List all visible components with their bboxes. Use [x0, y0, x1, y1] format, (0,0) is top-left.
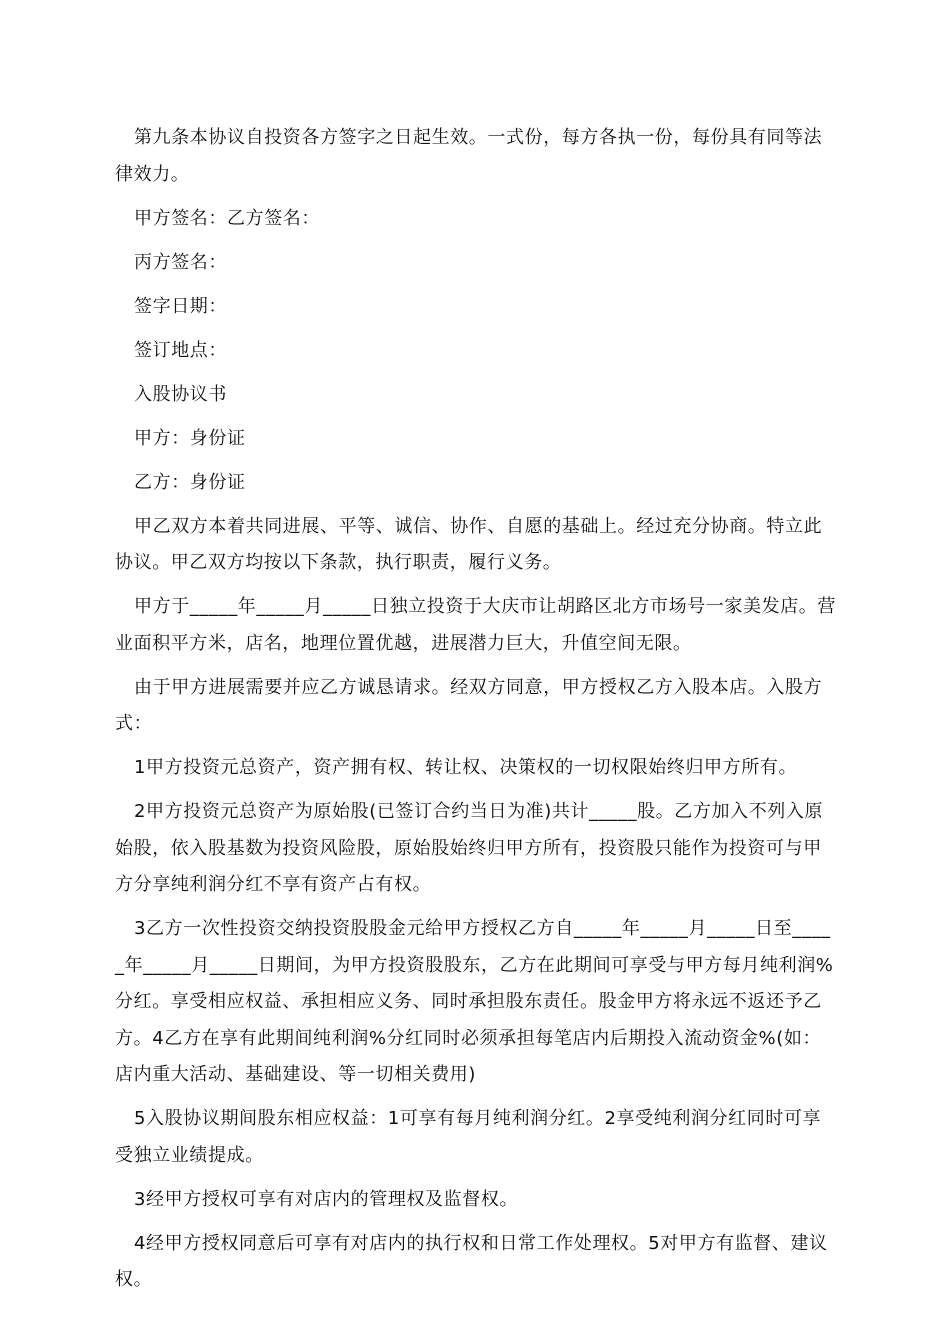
- document-body: [115, 120, 837, 1306]
- signing-place-line: 签订地点：: [134, 339, 227, 361]
- agreement-title: 入股协议书: [134, 383, 227, 405]
- clause-2-paragraph: 2甲方投资元总资产为原始股(已签订合约当日为准)共计_____股。乙方加入不列入原始股，依入股基数为投资风险股，原始股始终归甲方所有，投资股只能作为投资可与甲方分享纯利润分红不享有资产占有权。: [115, 801, 824, 895]
- preamble-paragraph: 甲乙双方本着共同进展、平等、诚信、协作、自愿的基础上。经过充分协商。特立此协议。甲乙双方均按以下条款，执行职责，履行义务。: [115, 515, 823, 573]
- clause-5-paragraph: 5入股协议期间股东相应权益：1可享有每月纯利润分红。2享受纯利润分红同时可享受独立业绩提成。: [115, 1108, 822, 1166]
- rights-3-paragraph: 3经甲方授权可享有对店内的管理权及监督权。: [134, 1188, 519, 1210]
- party-a-b-signature-line: 甲方签名：乙方签名：: [134, 207, 320, 229]
- rights-4-5-paragraph: 4经甲方授权同意后可享有对店内的执行权和日常工作处理权。5对甲方有监督、建议权。: [115, 1232, 828, 1290]
- party-b-id-line: 乙方：身份证: [134, 471, 246, 493]
- authorization-paragraph: 由于甲方进展需要并应乙方诚恳请求。经双方同意，甲方授权乙方入股本店。入股方式：: [115, 676, 823, 734]
- clause-1-paragraph: 1甲方投资元总资产，资产拥有权、转让权、决策权的一切权限始终归甲方所有。: [134, 757, 798, 778]
- party-c-signature-line: 丙方签名：: [134, 251, 227, 273]
- clause-nine-paragraph: 第九条本协议自投资各方签字之日起生效。一式份，每方各执一份，每份具有同等法律效力。: [115, 127, 823, 185]
- clause-3-4-paragraph: 3乙方一次性投资交纳投资股股金元给甲方授权乙方自_____年_____月_____日至_____年_____月_____日期间，为甲方投资股股东，乙方在此期间可享受与甲方每月纯利润%分红。享受相应权益、承担相应义务、同时承担股东责任。股金甲方将永远不返还予乙方。4乙方在享有此期间纯利润%分红同时必须承担每笔店内后期投入流动资金%(如：店内重大活动、基础建设、等一切相关费用): [115, 918, 834, 1085]
- signing-date-line: 签字日期：: [134, 295, 227, 317]
- store-description-paragraph: 甲方于_____年_____月_____日独立投资于大庆市让胡路区北方市场号一家美发店。营业面积平方米，店名，地理位置优越，进展潜力巨大，升值空间无限。: [115, 596, 836, 654]
- party-a-id-line: 甲方：身份证: [134, 427, 246, 449]
